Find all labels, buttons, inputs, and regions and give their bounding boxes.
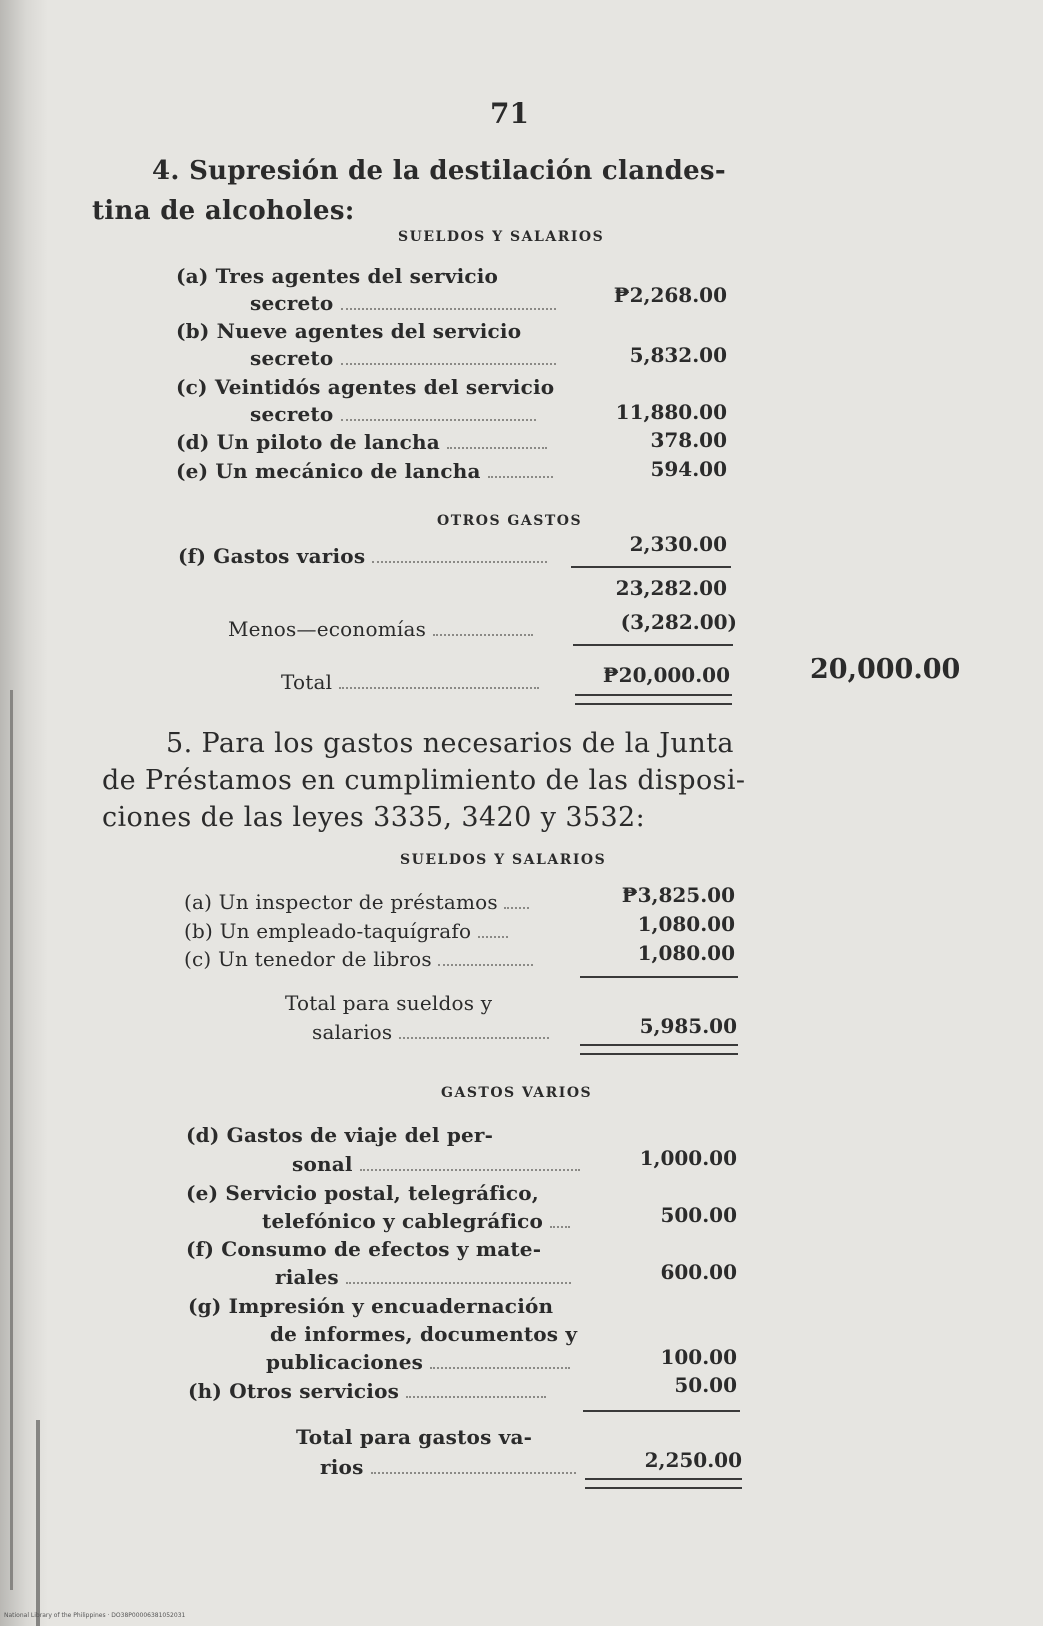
s4-menos-amount: (3,282.00)	[620, 610, 737, 634]
s5-item-e-amount: 500.00	[660, 1203, 737, 1227]
s5-item-g-amount: 100.00	[660, 1345, 737, 1369]
s5-item-c-amount: 1,080.00	[637, 941, 735, 965]
s5-item-c: (c) Un tenedor de libros	[184, 947, 533, 971]
s4-item-f: (f) Gastos varios	[178, 544, 547, 568]
s5-item-d-amount: 1,000.00	[639, 1146, 737, 1170]
s4-item-c-line1: (c) Veintidós agentes del servicio	[176, 375, 555, 399]
binding-edge	[10, 690, 13, 1590]
section4-heading-otros: OTROS GASTOS	[437, 513, 583, 529]
s4-item-a-amount: ₱2,268.00	[613, 283, 727, 307]
s5-sueldos-double-rule	[580, 1044, 738, 1055]
s5-gastos-rule	[583, 1410, 740, 1412]
s4-item-f-amount: 2,330.00	[629, 532, 727, 556]
s5-total-gastos-amount: 2,250.00	[644, 1448, 742, 1472]
s4-total-double-rule	[575, 694, 732, 705]
s5-total-sueldos-line2: salarios	[312, 1020, 549, 1044]
s5-item-e-line2: telefónico y cablegráfico	[262, 1209, 570, 1233]
s5-item-a: (a) Un inspector de préstamos	[184, 890, 529, 914]
s5-item-h: (h) Otros servicios	[188, 1379, 546, 1403]
section5-heading-sueldos: SUELDOS Y SALARIOS	[400, 852, 607, 868]
s4-item-a-line1: (a) Tres agentes del servicio	[176, 264, 499, 288]
s4-item-a-line2: secreto	[250, 291, 556, 315]
s4-total: Total	[281, 670, 539, 694]
s4-grand-total: 20,000.00	[810, 654, 961, 685]
s5-total-sueldos-amount: 5,985.00	[639, 1014, 737, 1038]
s5-item-a-amount: ₱3,825.00	[621, 883, 735, 907]
s4-item-d-amount: 378.00	[650, 428, 727, 452]
s4-item-b-line2: secreto	[250, 346, 556, 370]
section4-title-line1: 4. Supresión de la destilación clandes-	[152, 156, 726, 186]
section4-title-line2: tina de alcoholes:	[92, 196, 355, 226]
s5-sueldos-rule	[580, 976, 738, 978]
s5-item-f-line1: (f) Consumo de efectos y mate-	[186, 1237, 542, 1261]
s4-item-e-amount: 594.00	[650, 457, 727, 481]
s5-item-f-line2: riales	[275, 1265, 571, 1289]
s5-item-d-line1: (d) Gastos de viaje del per-	[186, 1123, 494, 1147]
section5-heading-gastos: GASTOS VARIOS	[441, 1085, 593, 1101]
binding-edge-lower	[36, 1420, 40, 1626]
s5-total-gastos-line2: rios	[320, 1455, 576, 1479]
s5-total-gastos-line1: Total para gastos va-	[296, 1425, 533, 1449]
s4-subtotal: 23,282.00	[615, 576, 727, 600]
s4-item-c-line2: secreto	[250, 402, 536, 426]
s5-item-g-line2: de informes, documentos y	[270, 1322, 578, 1346]
section4-heading-sueldos: SUELDOS Y SALARIOS	[398, 229, 605, 245]
s4-total-amount: ₱20,000.00	[602, 663, 730, 687]
s5-item-g-line3: publicaciones	[266, 1350, 570, 1374]
binding-shadow	[0, 0, 48, 1626]
s4-item-b-amount: 5,832.00	[629, 343, 727, 367]
s4-subtotal-rule	[571, 566, 731, 568]
s5-item-h-amount: 50.00	[674, 1373, 737, 1397]
s4-menos: Menos—economías	[228, 617, 533, 641]
section5-title-line2: de Préstamos en cumplimiento de las disposi-	[102, 765, 746, 796]
s5-item-f-amount: 600.00	[660, 1260, 737, 1284]
s5-item-b: (b) Un empleado-taquígrafo	[184, 919, 508, 943]
s5-item-b-amount: 1,080.00	[637, 912, 735, 936]
s5-item-d-line2: sonal	[292, 1152, 580, 1176]
archive-footer: National Library of the Philippines · DO38P00006381052031	[4, 1612, 186, 1619]
s4-item-c-amount: 11,880.00	[615, 400, 727, 424]
s4-item-b-line1: (b) Nueve agentes del servicio	[176, 319, 522, 343]
section5-title-line3: ciones de las leyes 3335, 3420 y 3532:	[102, 802, 646, 833]
section5-title-line1: 5. Para los gastos necesarios de la Junta	[166, 728, 734, 759]
s4-item-d: (d) Un piloto de lancha	[176, 430, 547, 454]
s5-item-g-line1: (g) Impresión y encuadernación	[188, 1294, 554, 1318]
s5-total-sueldos-line1: Total para sueldos y	[285, 991, 493, 1015]
s5-item-e-line1: (e) Servicio postal, telegráfico,	[186, 1181, 539, 1205]
s4-item-e: (e) Un mecánico de lancha	[176, 459, 553, 483]
s4-total-rule	[573, 644, 733, 646]
page-number: 71	[490, 97, 529, 130]
s5-gastos-double-rule	[585, 1478, 742, 1489]
